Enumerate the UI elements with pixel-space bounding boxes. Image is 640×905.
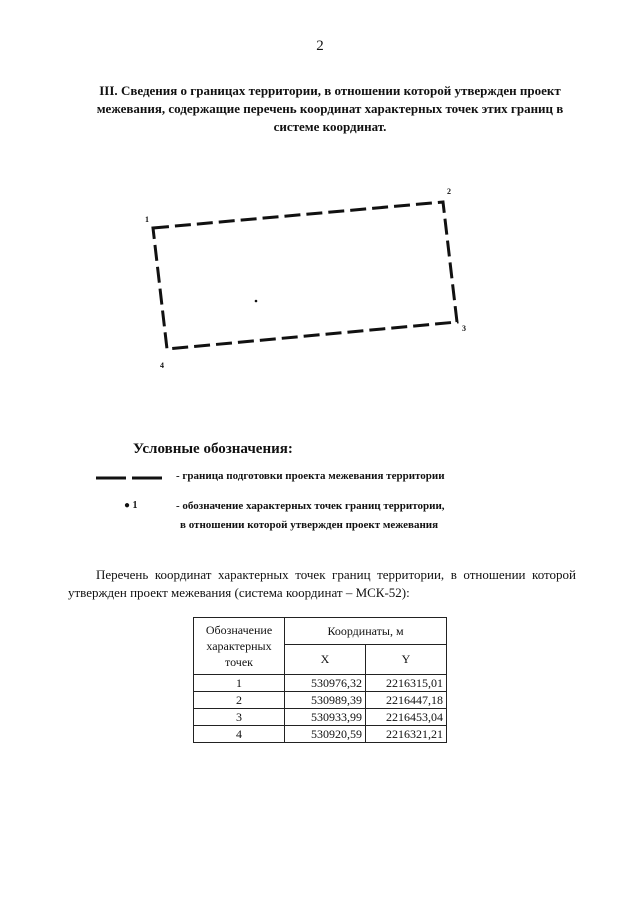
cell-point: 3: [194, 709, 285, 726]
table-row: [194, 692, 447, 709]
section-number: III.: [99, 83, 118, 98]
header-x: X: [285, 645, 366, 675]
table-row: [194, 709, 447, 726]
cell-x: 530989,39: [285, 692, 366, 709]
legend-point-dot: ●: [124, 500, 131, 511]
boundary-plan: [130, 180, 490, 375]
cell-point: 2: [194, 692, 285, 709]
section-heading: [80, 82, 580, 136]
legend-points-line1: - обозначение характерных точек границ территории,: [176, 500, 445, 512]
legend-point-swatch: [124, 500, 138, 511]
legend-points-line2: в отношении которой утвержден проект межевания: [180, 519, 439, 531]
page-number: 2: [316, 38, 324, 54]
header-coordinates: Координаты, м: [285, 618, 447, 645]
cell-point: 1: [194, 675, 285, 692]
header-y: Y: [366, 645, 447, 675]
legend-boundary-text: - граница подготовки проекта межевания территории: [176, 470, 445, 482]
section-title: Сведения о границах территории, в отношении которой утвержден проект межевания, содержащие перечень координат характерных точек этих границ в системе координат.: [96, 83, 564, 134]
boundary-polygon: [153, 202, 457, 349]
table-row: [194, 726, 447, 743]
header-point-designation: Обозначение характерных точек: [194, 618, 285, 675]
cell-x: 530920,59: [285, 726, 366, 743]
cell-y: 2216321,21: [366, 726, 447, 743]
legend-point-label: 1: [132, 500, 138, 511]
coordinates-table: [193, 617, 447, 743]
point-label-2: 2: [447, 187, 451, 196]
table-row: [194, 675, 447, 692]
intro-paragraph: Перечень координат характерных точек границ территории, в отношении которой утвержден проект межевания (система координат – МСК-52):: [68, 567, 576, 600]
legend-points-text: [176, 497, 445, 535]
cell-y: 2216453,04: [366, 709, 447, 726]
cell-point: 4: [194, 726, 285, 743]
point-label-3: 3: [462, 324, 466, 333]
legend-dashed-line-swatch: [96, 470, 166, 484]
cell-x: 530976,32: [285, 675, 366, 692]
cell-y: 2216447,18: [366, 692, 447, 709]
point-label-4: 4: [160, 361, 164, 370]
legend-title: Условные обозначения:: [133, 441, 293, 457]
center-dot: [255, 300, 258, 303]
cell-y: 2216315,01: [366, 675, 447, 692]
point-label-1: 1: [145, 215, 149, 224]
cell-x: 530933,99: [285, 709, 366, 726]
